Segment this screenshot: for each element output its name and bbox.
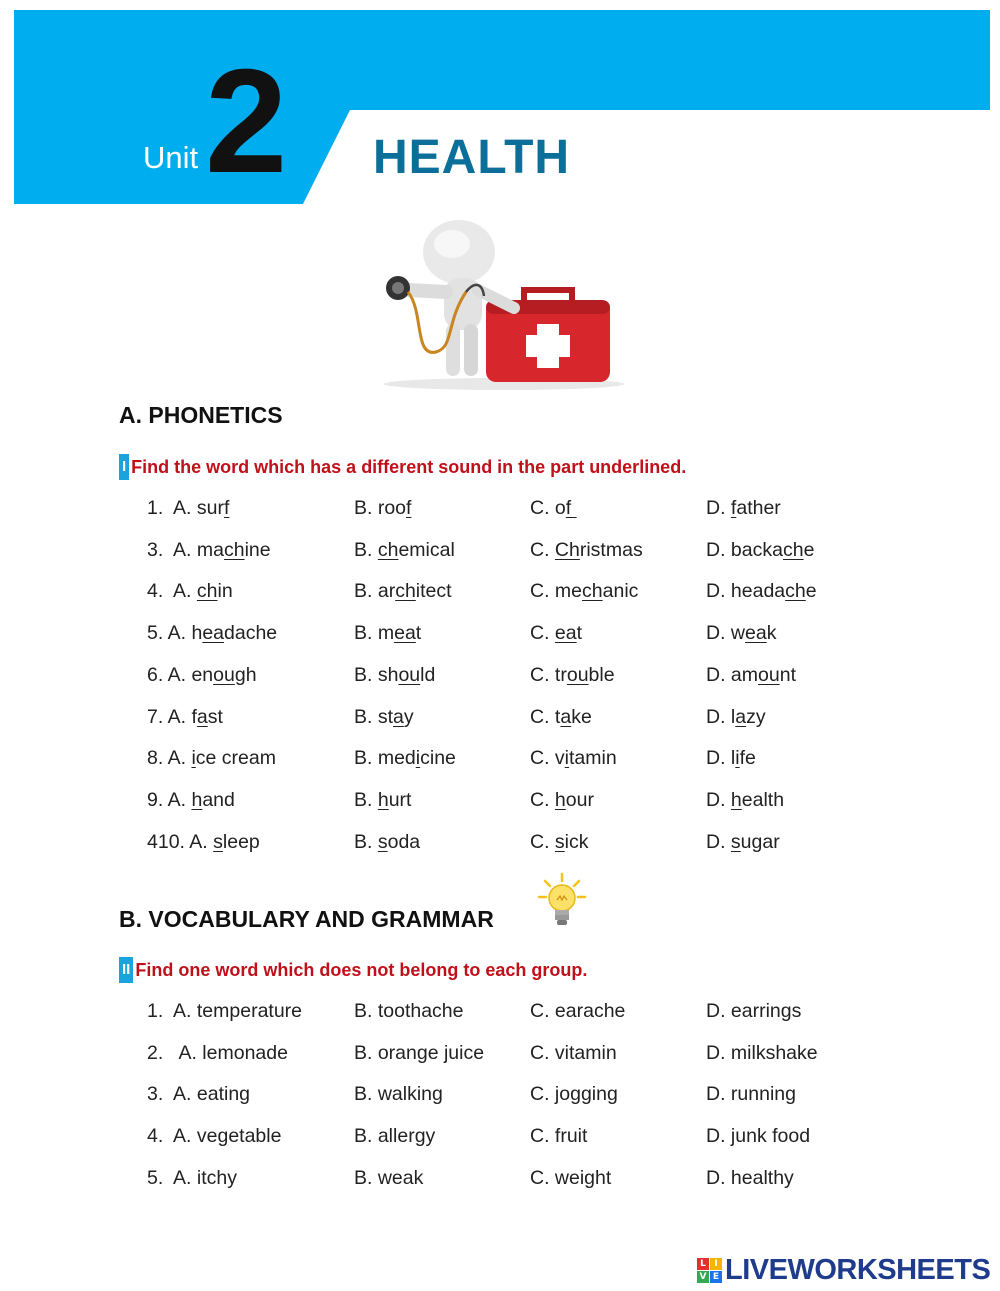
answer-option-d[interactable] <box>706 539 814 562</box>
option-text-post: k <box>766 622 777 644</box>
option-text: C. earache <box>530 1000 626 1022</box>
option-text-post: emical <box>398 539 455 561</box>
answer-option-c[interactable] <box>530 831 589 854</box>
exercise-1-instruction <box>119 454 686 480</box>
option-text-pre: heada <box>730 580 786 602</box>
answer-option-c[interactable] <box>530 1083 618 1106</box>
option-text-letter: C. <box>530 539 555 561</box>
answer-option-c[interactable] <box>530 1125 587 1148</box>
answer-option-c[interactable] <box>530 789 594 812</box>
answer-option-a[interactable] <box>147 1125 281 1148</box>
answer-option-d[interactable] <box>706 622 776 645</box>
option-text-letter: C. <box>530 664 555 686</box>
underlined-part: a <box>735 706 747 728</box>
underlined-part: f <box>406 497 412 519</box>
question-row <box>0 1125 1000 1155</box>
option-text-post: ke <box>571 706 592 728</box>
option-text-post: dache <box>224 622 278 644</box>
exercise-1-number: I <box>119 454 129 480</box>
option-text-post: ather <box>736 497 781 519</box>
option-text-letter: B. <box>354 622 378 644</box>
option-text-num: 1. A. <box>147 497 192 519</box>
header-banner <box>14 10 990 110</box>
underlined-part: i <box>735 747 740 769</box>
answer-option-d[interactable] <box>706 1083 796 1106</box>
option-text-pre: en <box>191 664 214 686</box>
option-text-letter: D. <box>706 539 731 561</box>
question-row <box>0 497 1000 527</box>
underlined-part: f <box>730 497 737 519</box>
underlined-part: s <box>730 831 741 853</box>
underlined-part: ch <box>395 580 416 602</box>
underlined-part: f <box>223 497 230 519</box>
answer-option-b[interactable] <box>354 1042 484 1065</box>
option-text-post: ugar <box>740 831 780 853</box>
answer-option-c[interactable] <box>530 1000 625 1023</box>
underlined-part: ou <box>758 664 780 686</box>
option-text-post: and <box>202 789 235 811</box>
answer-option-b[interactable] <box>354 1000 464 1023</box>
underlined-part: h <box>377 789 389 811</box>
option-text-post: cine <box>420 747 456 769</box>
underlined-part: a <box>393 706 404 728</box>
option-text: D. running <box>706 1083 796 1105</box>
option-text-post: ick <box>564 831 589 853</box>
answer-option-b[interactable] <box>354 622 421 645</box>
underlined-part: ea <box>394 622 416 644</box>
underlined-part: f <box>565 497 577 519</box>
option-text-pre: l <box>730 747 736 769</box>
option-text-pre: v <box>554 747 565 769</box>
option-text-post: oda <box>387 831 421 853</box>
option-text-letter: C. <box>530 789 555 811</box>
answer-option-a[interactable] <box>147 539 271 562</box>
answer-option-a[interactable] <box>147 580 233 603</box>
option-text-post: our <box>565 789 594 811</box>
option-text-post: in <box>217 580 233 602</box>
option-text-pre: am <box>730 664 759 686</box>
option-text-letter: C. <box>530 831 555 853</box>
underlined-part: ou <box>398 664 421 686</box>
answer-option-a[interactable] <box>147 747 276 770</box>
option-text-letter: D. <box>706 497 731 519</box>
question-row <box>0 1083 1000 1113</box>
logo-mark-icon <box>697 1258 722 1283</box>
option-text-num: 9. A. <box>147 789 187 811</box>
answer-option-c[interactable] <box>530 497 577 520</box>
option-text-letter: C. <box>530 622 555 644</box>
underlined-part: ou <box>566 664 589 686</box>
option-text: B. weak <box>354 1167 424 1189</box>
option-text-letter: B. <box>354 497 378 519</box>
option-text-pre: st <box>377 706 394 728</box>
option-text-letter: C. <box>530 580 555 602</box>
option-text-pre: me <box>554 580 583 602</box>
option-text-post: e <box>805 580 817 602</box>
answer-option-a[interactable] <box>147 831 260 854</box>
answer-option-c[interactable] <box>530 1042 617 1065</box>
underlined-part: a <box>196 706 208 728</box>
option-text: temperature <box>196 1000 303 1022</box>
option-text-post: tamin <box>569 747 617 769</box>
option-text-letter: B. <box>354 789 378 811</box>
underlined-part: ea <box>202 622 225 644</box>
underlined-part: Ch <box>554 539 580 561</box>
underlined-part: i <box>564 747 570 769</box>
question-row <box>0 1042 1000 1072</box>
answer-option-d[interactable] <box>706 664 796 687</box>
option-text-num: 410. A. <box>147 831 208 853</box>
option-text: B. allergy <box>354 1125 436 1147</box>
option-text-post: ristmas <box>579 539 643 561</box>
option-text-post: nt <box>779 664 796 686</box>
option-text-pre: tr <box>554 664 567 686</box>
underlined-part: h <box>730 789 742 811</box>
answer-option-a[interactable] <box>147 664 257 687</box>
underlined-part: ea <box>554 622 577 644</box>
option-text-pre: f <box>191 706 197 728</box>
question-row <box>0 831 1000 861</box>
underlined-part: i <box>415 747 421 769</box>
answer-option-a[interactable] <box>147 497 229 520</box>
answer-option-c[interactable] <box>530 539 643 562</box>
option-text-letter: D. <box>706 789 731 811</box>
logo-text: LIVEWORKSHEETS <box>725 1253 991 1286</box>
option-text: lemonade <box>202 1042 288 1064</box>
option-text-pre: sur <box>196 497 224 519</box>
answer-option-c[interactable] <box>530 580 638 603</box>
option-text-post: st <box>207 706 223 728</box>
option-text-pre: ar <box>377 580 396 602</box>
answer-option-c[interactable] <box>530 622 582 645</box>
option-text-letter: C. <box>530 497 555 519</box>
question-row <box>0 747 1000 777</box>
option-text-letter: D. <box>706 831 731 853</box>
option-text: D. earrings <box>706 1000 802 1022</box>
question-number: 5. A. <box>147 1167 192 1189</box>
option-text: D. healthy <box>706 1167 794 1189</box>
logo-letter: E <box>710 1271 722 1283</box>
answer-option-d[interactable] <box>706 497 781 520</box>
option-text-post: ce cream <box>195 747 276 769</box>
answer-option-d[interactable] <box>706 580 817 603</box>
underlined-part: ch <box>582 580 603 602</box>
answer-option-c[interactable] <box>530 1167 611 1190</box>
option-text-num: 7. A. <box>147 706 187 728</box>
option-text-letter: D. <box>706 622 731 644</box>
answer-option-b[interactable] <box>354 539 455 562</box>
answer-option-d[interactable] <box>706 1000 801 1023</box>
option-text: C. vitamin <box>530 1042 617 1064</box>
option-text-post: e <box>803 539 815 561</box>
logo-letter: L <box>697 1258 709 1270</box>
underlined-part: ch <box>782 539 804 561</box>
answer-option-c[interactable] <box>530 747 617 770</box>
question-row <box>0 664 1000 694</box>
question-number: 2. A. <box>147 1042 197 1064</box>
exercise-2-number: II <box>119 957 133 983</box>
underlined-part: ch <box>785 580 806 602</box>
underlined-part: h <box>191 789 203 811</box>
answer-option-a[interactable] <box>147 1083 250 1106</box>
option-text-pre: ma <box>196 539 224 561</box>
option-text-letter: D. <box>706 664 731 686</box>
option-text-letter: B. <box>354 706 378 728</box>
option-text-pre: m <box>377 622 395 644</box>
answer-option-d[interactable] <box>706 1125 810 1148</box>
question-row <box>0 1000 1000 1030</box>
option-text: C. fruit <box>530 1125 588 1147</box>
question-number: 3. A. <box>147 1083 192 1105</box>
answer-option-a[interactable] <box>147 789 235 812</box>
underlined-part: ch <box>223 539 245 561</box>
answer-option-a[interactable] <box>147 1042 288 1065</box>
answer-option-d[interactable] <box>706 1042 818 1065</box>
option-text-post: t <box>415 622 422 644</box>
underlined-part: ch <box>377 539 399 561</box>
answer-option-b[interactable] <box>354 664 435 687</box>
answer-option-c[interactable] <box>530 706 592 729</box>
option-text-post: urt <box>388 789 412 811</box>
underlined-part: ou <box>213 664 235 686</box>
option-text-pre: sh <box>377 664 399 686</box>
underlined-part: s <box>377 831 388 853</box>
option-text-pre: o <box>554 497 566 519</box>
answer-option-d[interactable] <box>706 706 766 729</box>
option-text-post: fe <box>739 747 756 769</box>
question-number: 1. A. <box>147 1000 192 1022</box>
option-text: C. jogging <box>530 1083 618 1105</box>
unit-label: Unit <box>143 140 199 175</box>
option-text-post: anic <box>602 580 639 602</box>
option-text-letter: B. <box>354 664 378 686</box>
option-text-letter: C. <box>530 706 555 728</box>
answer-option-d[interactable] <box>706 747 756 770</box>
question-row <box>0 580 1000 610</box>
underlined-part: a <box>560 706 572 728</box>
answer-option-b[interactable] <box>354 1125 435 1148</box>
option-text: D. junk food <box>706 1125 811 1147</box>
option-text: itchy <box>196 1167 237 1189</box>
page-title: HEALTH <box>373 131 571 184</box>
question-number: 4. A. <box>147 1125 192 1147</box>
question-row <box>0 622 1000 652</box>
option-text-letter: C. <box>530 747 555 769</box>
option-text-num: 5. A. <box>147 622 187 644</box>
option-text-letter: B. <box>354 580 378 602</box>
option-text-post: itect <box>415 580 452 602</box>
answer-option-d[interactable] <box>706 789 784 812</box>
option-text-post: y <box>403 706 414 728</box>
exercise-2-instruction <box>119 957 587 983</box>
option-text: D. milkshake <box>706 1042 818 1064</box>
section-b-title: B. VOCABULARY AND GRAMMAR <box>119 906 494 932</box>
option-text-num: 8. A. <box>147 747 187 769</box>
question-row <box>0 789 1000 819</box>
answer-option-d[interactable] <box>706 831 780 854</box>
option-text-pre: med <box>377 747 416 769</box>
option-text-num: 3. A. <box>147 539 192 561</box>
logo-letter: V <box>697 1271 709 1283</box>
doctor-with-first-aid-kit-icon <box>374 212 634 392</box>
section-a-title: A. PHONETICS <box>119 402 283 428</box>
option-text: vegetable <box>196 1125 282 1147</box>
option-text: B. orange juice <box>354 1042 485 1064</box>
underlined-part: i <box>191 747 196 769</box>
option-text-letter: B. <box>354 831 378 853</box>
option-text-letter: D. <box>706 747 731 769</box>
logo-letter: I <box>710 1258 722 1270</box>
option-text-letter: B. <box>354 539 378 561</box>
answer-option-b[interactable] <box>354 831 420 854</box>
answer-option-b[interactable] <box>354 706 414 729</box>
lightbulb-icon <box>537 872 587 930</box>
underlined-part: ch <box>196 580 218 602</box>
underlined-part: ea <box>745 622 767 644</box>
answer-option-b[interactable] <box>354 1083 443 1106</box>
question-row <box>0 539 1000 569</box>
option-text-pre: h <box>191 622 203 644</box>
answer-option-d[interactable] <box>706 1167 794 1190</box>
answer-option-a[interactable] <box>147 706 223 729</box>
option-text-letter: B. <box>354 747 378 769</box>
answer-option-a[interactable] <box>147 1167 237 1190</box>
liveworksheets-logo <box>697 1254 990 1286</box>
underlined-part: s <box>554 831 565 853</box>
option-text-letter: D. <box>706 580 731 602</box>
option-text: eating <box>196 1083 251 1105</box>
option-text-post: ine <box>244 539 271 561</box>
option-text-pre: t <box>554 706 561 728</box>
exercise-2-text: Find one word which does not belong to each group. <box>135 959 588 980</box>
option-text: B. walking <box>354 1083 443 1105</box>
option-text-post: leep <box>222 831 260 853</box>
option-text-num: 4. A. <box>147 580 192 602</box>
answer-option-b[interactable] <box>354 747 456 770</box>
question-row <box>0 706 1000 736</box>
option-text-post: ble <box>588 664 615 686</box>
option-text-post: t <box>576 622 583 644</box>
answer-option-b[interactable] <box>354 580 452 603</box>
answer-option-a[interactable] <box>147 1000 302 1023</box>
option-text-letter: D. <box>706 706 731 728</box>
option-text: C. weight <box>530 1167 612 1189</box>
answer-option-a[interactable] <box>147 622 277 645</box>
option-text-pre: roo <box>377 497 407 519</box>
option-text-post: ld <box>420 664 436 686</box>
exercise-1-text: Find the word which has a different sound in the part underlined. <box>131 456 687 477</box>
option-text: B. toothache <box>354 1000 464 1022</box>
underlined-part: h <box>554 789 566 811</box>
answer-option-b[interactable] <box>354 789 411 812</box>
answer-option-b[interactable] <box>354 497 411 520</box>
answer-option-c[interactable] <box>530 664 615 687</box>
option-text-num: 6. A. <box>147 664 187 686</box>
question-row <box>0 1167 1000 1197</box>
option-text-post: ealth <box>741 789 785 811</box>
option-text-post: gh <box>234 664 257 686</box>
underlined-part: s <box>213 831 223 853</box>
option-text-post: zy <box>746 706 766 728</box>
option-text-pre: w <box>730 622 746 644</box>
answer-option-b[interactable] <box>354 1167 423 1190</box>
option-text-pre: l <box>730 706 736 728</box>
unit-number: 2 <box>205 39 284 204</box>
option-text-pre: backa <box>730 539 783 561</box>
